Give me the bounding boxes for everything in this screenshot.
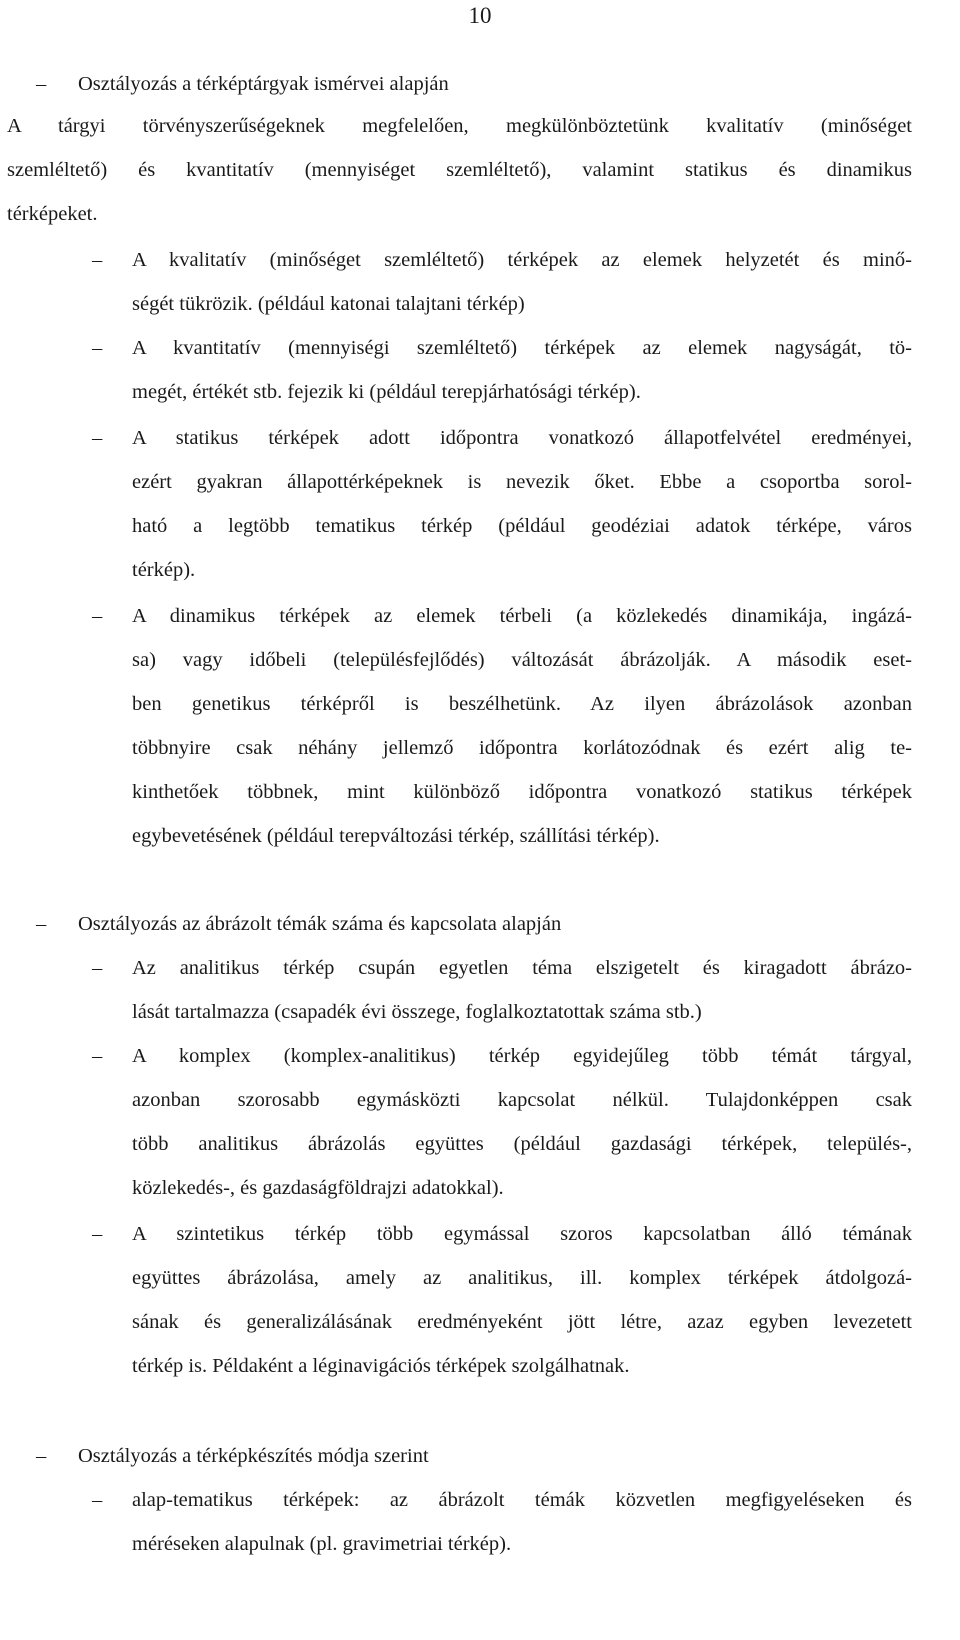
dash-bullet: – xyxy=(36,73,47,95)
list-item-line: többnyire csak néhány jellemző időpontra korlátozódnak és ezért alig te- xyxy=(132,737,912,759)
dash-bullet: – xyxy=(92,1489,103,1511)
list-item-line: A dinamikus térképek az elemek térbeli (a közlekedés dinamikája, ingázá- xyxy=(132,605,912,627)
list-item-line: több analitikus ábrázolás együttes (például gazdasági térképek, település-, xyxy=(132,1133,912,1155)
page-number: 10 xyxy=(468,3,492,28)
list-item-line: A statikus térképek adott időpontra vonatkozó állapotfelvétel eredményei, xyxy=(132,427,912,449)
section-heading: Osztályozás a térképkészítés módja szerint xyxy=(78,1445,429,1467)
dash-bullet: – xyxy=(92,337,103,359)
paragraph-line: térképeket. xyxy=(7,203,98,225)
dash-bullet: – xyxy=(92,427,103,449)
list-item-line: ben genetikus térképről is beszélhetünk. Az ilyen ábrázolások azonban xyxy=(132,693,912,715)
list-item-line: sa) vagy időbeli (településfejlődés) változását ábrázolják. A második eset- xyxy=(132,649,912,671)
list-item-line: lását tartalmazza (csapadék évi összege, foglalkoztatottak száma stb.) xyxy=(132,1001,702,1023)
list-item-line: A kvalitatív (minőséget szemléltető) térképek az elemek helyzetét és minő- xyxy=(132,249,912,271)
list-item-line: A kvantitatív (mennyiségi szemléltető) térképek az elemek nagyságát, tö- xyxy=(132,337,912,359)
list-item-line: alap-tematikus térképek: az ábrázolt témák közvetlen megfigyeléseken és xyxy=(132,1489,912,1511)
section-heading: Osztályozás a térképtárgyak ismérvei alapján xyxy=(78,73,449,95)
list-item-line: A szintetikus térkép több egymással szoros kapcsolatban álló témának xyxy=(132,1223,912,1245)
list-item-line: ható a legtöbb tematikus térkép (például geodéziai adatok térképe, város xyxy=(132,515,912,537)
dash-bullet: – xyxy=(92,605,103,627)
list-item-line: kinthetőek többnek, mint különböző időpontra vonatkozó statikus térképek xyxy=(132,781,912,803)
paragraph-line: A tárgyi törvényszerűségeknek megfelelően, megkülönböztetünk kvalitatív (minőséget xyxy=(7,115,912,137)
list-item-line: térkép). xyxy=(132,559,196,581)
dash-bullet: – xyxy=(92,1223,103,1245)
list-item-line: azonban szorosabb egymásközti kapcsolat nélkül. Tulajdonképpen csak xyxy=(132,1089,912,1111)
list-item-line: ségét tükrözik. (például katonai talajtani térkép) xyxy=(132,293,525,315)
list-item-line: A komplex (komplex-analitikus) térkép egyidejűleg több témát tárgyal, xyxy=(132,1045,912,1067)
list-item-line: térkép is. Példaként a léginavigációs térképek szolgálhatnak. xyxy=(132,1355,630,1377)
dash-bullet: – xyxy=(92,249,103,271)
list-item-line: Az analitikus térkép csupán egyetlen téma elszigetelt és kiragadott ábrázo- xyxy=(132,957,912,979)
list-item-line: megét, értékét stb. fejezik ki (például terepjárhatósági térkép). xyxy=(132,381,641,403)
list-item-line: sának és generalizálásának eredményeként jött létre, azaz egyben levezetett xyxy=(132,1311,912,1333)
dash-bullet: – xyxy=(36,1445,47,1467)
list-item-line: ezért gyakran állapottérképeknek is nevezik őket. Ebbe a csoportba sorol- xyxy=(132,471,912,493)
dash-bullet: – xyxy=(92,957,103,979)
dash-bullet: – xyxy=(36,913,47,935)
section-heading: Osztályozás az ábrázolt témák száma és kapcsolata alapján xyxy=(78,913,562,935)
paragraph-line: szemléltető) és kvantitatív (mennyiséget szemléltető), valamint statikus és dinamikus xyxy=(7,159,912,181)
list-item-line: méréseken alapulnak (pl. gravimetriai térkép). xyxy=(132,1533,512,1555)
list-item-line: egybevetésének (például terepváltozási térkép, szállítási térkép). xyxy=(132,825,660,847)
list-item-line: közlekedés-, és gazdaságföldrajzi adatokkal). xyxy=(132,1177,504,1199)
list-item-line: együttes ábrázolása, amely az analitikus, ill. komplex térképek átdolgozá- xyxy=(132,1267,912,1289)
dash-bullet: – xyxy=(92,1045,103,1067)
